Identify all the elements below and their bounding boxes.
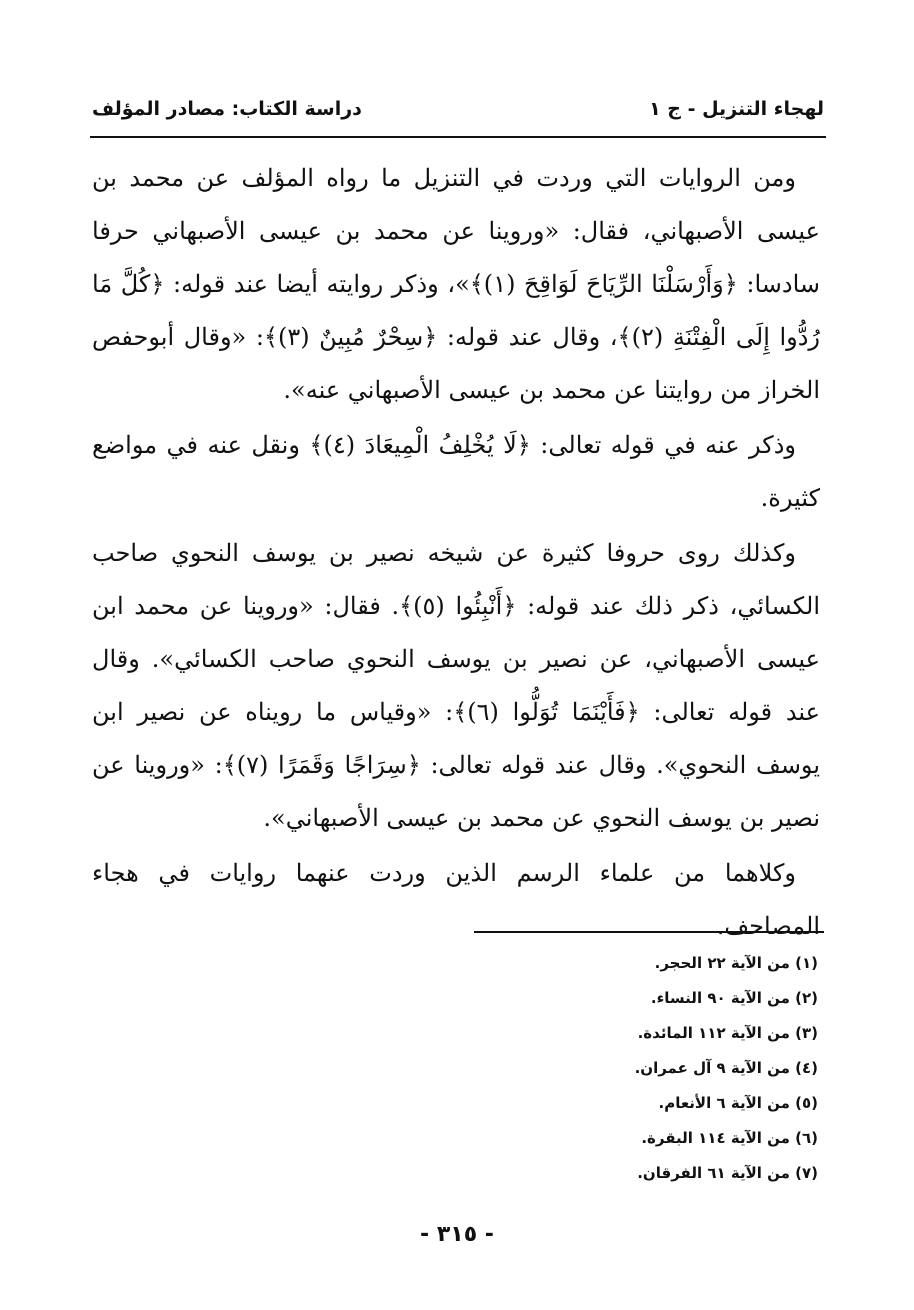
- footnote: (٢) من الآية ٩٠ النساء.: [650, 989, 818, 1007]
- footnote: (٧) من الآية ٦١ الفرقان.: [637, 1164, 818, 1182]
- header-book-title: لهجاء التنزيل - ج ١: [649, 98, 824, 120]
- footnote: (٥) من الآية ٦ الأنعام.: [658, 1094, 818, 1112]
- header-section-title: دراسة الكتاب: مصادر المؤلف: [92, 98, 362, 120]
- header-divider: [90, 136, 826, 138]
- paragraph: وكذلك روى حروفا كثيرة عن شيخه نصير بن يوسف النحوي صاحب الكسائي، ذكر ذلك عند قوله: ﴿أَنْبِئُوا (٥)﴾. فقال: «وروينا عن محمد ابن عيسى الأصبهاني، عن نصير بن يوسف النحوي صاحب الكسائي». وقال عند قوله تعالى: ﴿فَأَيْنَمَا تُوَلُّوا (٦)﴾: «وقياس ما رويناه عن نصير ابن يوسف النحوي». وقال عند قوله تعالى: ﴿سِرَاجًا وَقَمَرًا (٧)﴾: «وروينا عن نصير بن يوسف النحوي عن محمد بن عيسى الأصبهاني».: [92, 539, 821, 832]
- footnotes: [400, 946, 826, 1191]
- paragraph: وذكر عنه في قوله تعالى: ﴿لَا يُخْلِفُ الْمِيعَادَ (٤)﴾ ونقل عنه في مواضع كثيرة.: [92, 431, 820, 512]
- footnote: (٦) من الآية ١١٤ البقرة.: [641, 1129, 818, 1147]
- footnote: (٣) من الآية ١١٢ المائدة.: [637, 1024, 818, 1042]
- footnote: (١) من الآية ٢٢ الحجر.: [654, 954, 818, 972]
- main-text: [92, 152, 820, 955]
- footnote: (٤) من الآية ٩ آل عمران.: [634, 1059, 818, 1077]
- paragraph: وكلاهما من علماء الرسم الذين وردت عنهما روايات في هجاء المصاحف.: [92, 859, 820, 940]
- footnote-divider: [474, 931, 824, 933]
- page-number: - ٣١٥ -: [420, 1222, 494, 1247]
- running-header: [92, 92, 824, 126]
- paragraph: ومن الروايات التي وردت في التنزيل ما رواه المؤلف عن محمد بن عيسى الأصبهاني، فقال: «وروينا عن محمد بن عيسى الأصبهاني حرفا سادسا: ﴿وَأَرْسَلْنَا الرِّيَاحَ لَوَاقِحَ (١)﴾»، وذكر روايته أيضا عند قوله: ﴿كُلَّ مَا رُدُّوا إِلَى الْفِتْنَةِ (٢)﴾، وقال عند قوله: ﴿سِحْرٌ مُبِينٌ (٣)﴾: «وقال أبوحفص الخراز من روايتنا عن محمد بن عيسى الأصبهاني عنه».: [92, 164, 821, 404]
